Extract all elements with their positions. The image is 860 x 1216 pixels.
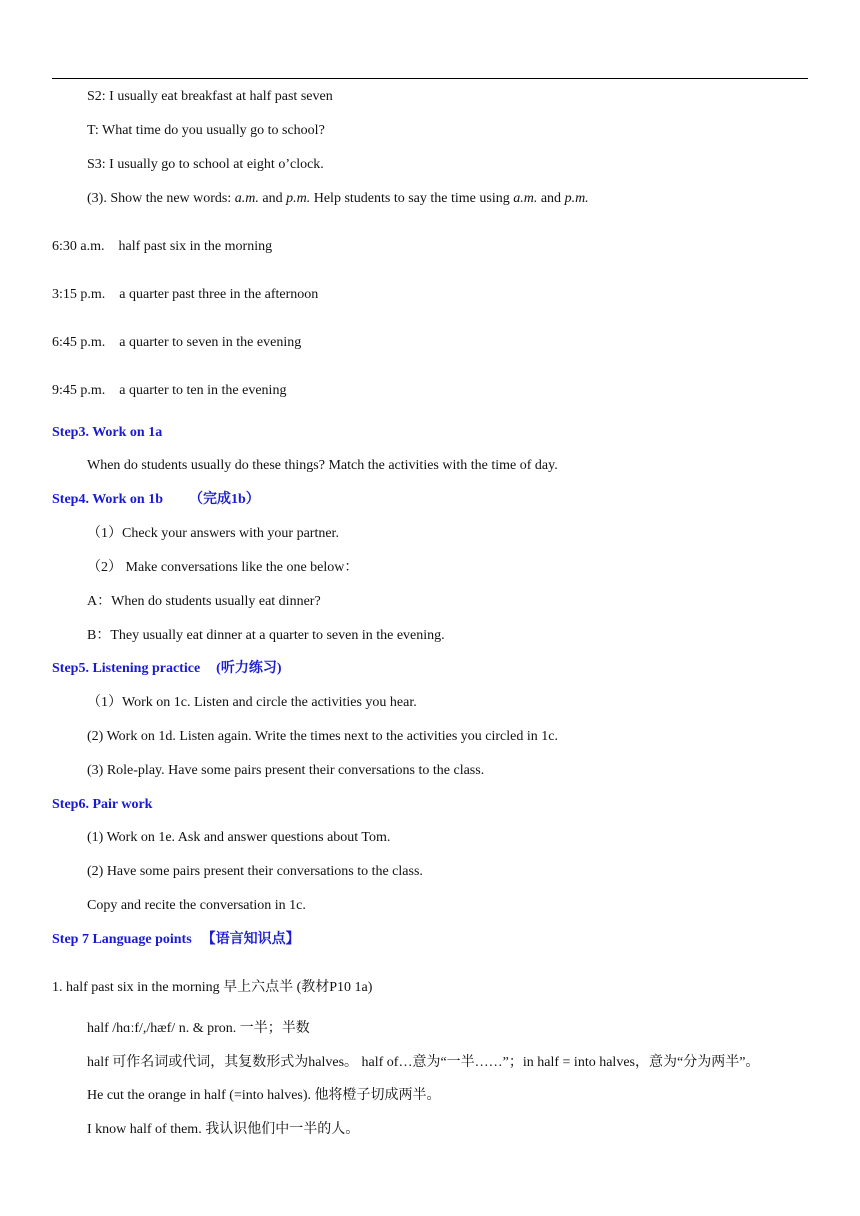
time-description: half past six in the morning (118, 239, 273, 254)
step4-heading: Step4. Work on 1b (52, 492, 163, 507)
time-row (52, 238, 272, 256)
step5-note: (听力练习) (216, 661, 282, 676)
dialogue-t: T: What time do you usually go to school? (87, 123, 325, 138)
step5-item: (2) Work on 1d. Listen again. Write the times next to the activities you circled in 1c. (87, 729, 558, 744)
step5-item: （1）Work on 1c. Listen and circle the activities you hear. (87, 695, 417, 710)
step7-note: 【语言知识点】 (201, 932, 300, 947)
step4-item: A：When do students usually eat dinner? (87, 594, 321, 609)
step5-item: (3) Role-play. Have some pairs present their conversations to the class. (87, 763, 485, 778)
step5-heading: Step5. Listening practice (52, 661, 201, 676)
new-words-text: (3). Show the new words: (87, 191, 235, 206)
time-row (52, 286, 318, 304)
time-row (52, 382, 286, 400)
time-value: 6:45 p.m. (52, 335, 106, 350)
step3-heading: Step3. Work on 1a (52, 425, 163, 440)
step5-heading-line (52, 660, 281, 678)
step6-heading: Step6. Pair work (52, 797, 153, 812)
time-description: a quarter past three in the afternoon (119, 287, 319, 302)
step4-item: （1）Check your answers with your partner. (87, 526, 339, 541)
dialogue-s2: S2: I usually eat breakfast at half past seven (87, 89, 333, 104)
dialogue-s3: S3: I usually go to school at eight o’clock. (87, 157, 324, 172)
step4-item: B：They usually eat dinner at a quarter to seven in the evening. (87, 628, 445, 643)
time-row (52, 334, 301, 352)
language-item: half /hɑːf/,/hæf/ n. & pron. 一半；半数 (87, 1021, 310, 1036)
time-description: a quarter to seven in the evening (119, 335, 302, 350)
language-item: I know half of them. 我认识他们中一半的人。 (87, 1122, 360, 1137)
new-words-line (87, 190, 589, 208)
step3-text: When do students usually do these things? Match the activities with the time of day. (87, 458, 558, 473)
step6-item: (2) Have some pairs present their conversations to the class. (87, 864, 423, 879)
time-description: a quarter to ten in the evening (119, 383, 287, 398)
am-term: a.m. (234, 191, 259, 206)
step6-item: (1) Work on 1e. Ask and answer questions about Tom. (87, 830, 391, 845)
pm-term: p.m. (564, 191, 589, 206)
step4-heading-line (52, 491, 260, 509)
header-rule (52, 78, 808, 79)
language-item: half 可作名词或代词，其复数形式为halves。 half of…意为“一半……”；in half = into halves，意为“分为两半”。 (87, 1055, 760, 1070)
time-value: 6:30 a.m. (52, 239, 105, 254)
step4-item: （2） Make conversations like the one below： (87, 560, 359, 575)
time-value: 9:45 p.m. (52, 383, 106, 398)
pm-term: p.m. (286, 191, 311, 206)
step6-item: Copy and recite the conversation in 1c. (87, 898, 306, 913)
new-words-text: Help students to say the time using (310, 191, 514, 206)
time-value: 3:15 p.m. (52, 287, 106, 302)
step4-note: （完成1b） (189, 492, 260, 507)
new-words-text: and (537, 191, 565, 206)
new-words-text: and (258, 191, 287, 206)
am-term: a.m. (513, 191, 538, 206)
language-point-1: 1. half past six in the morning 早上六点半 (教材P10 1a) (52, 980, 373, 995)
step7-heading: Step 7 Language points (52, 932, 192, 947)
language-item: He cut the orange in half (=into halves). 他将橙子切成两半。 (87, 1088, 441, 1103)
step7-heading-line (52, 931, 300, 949)
